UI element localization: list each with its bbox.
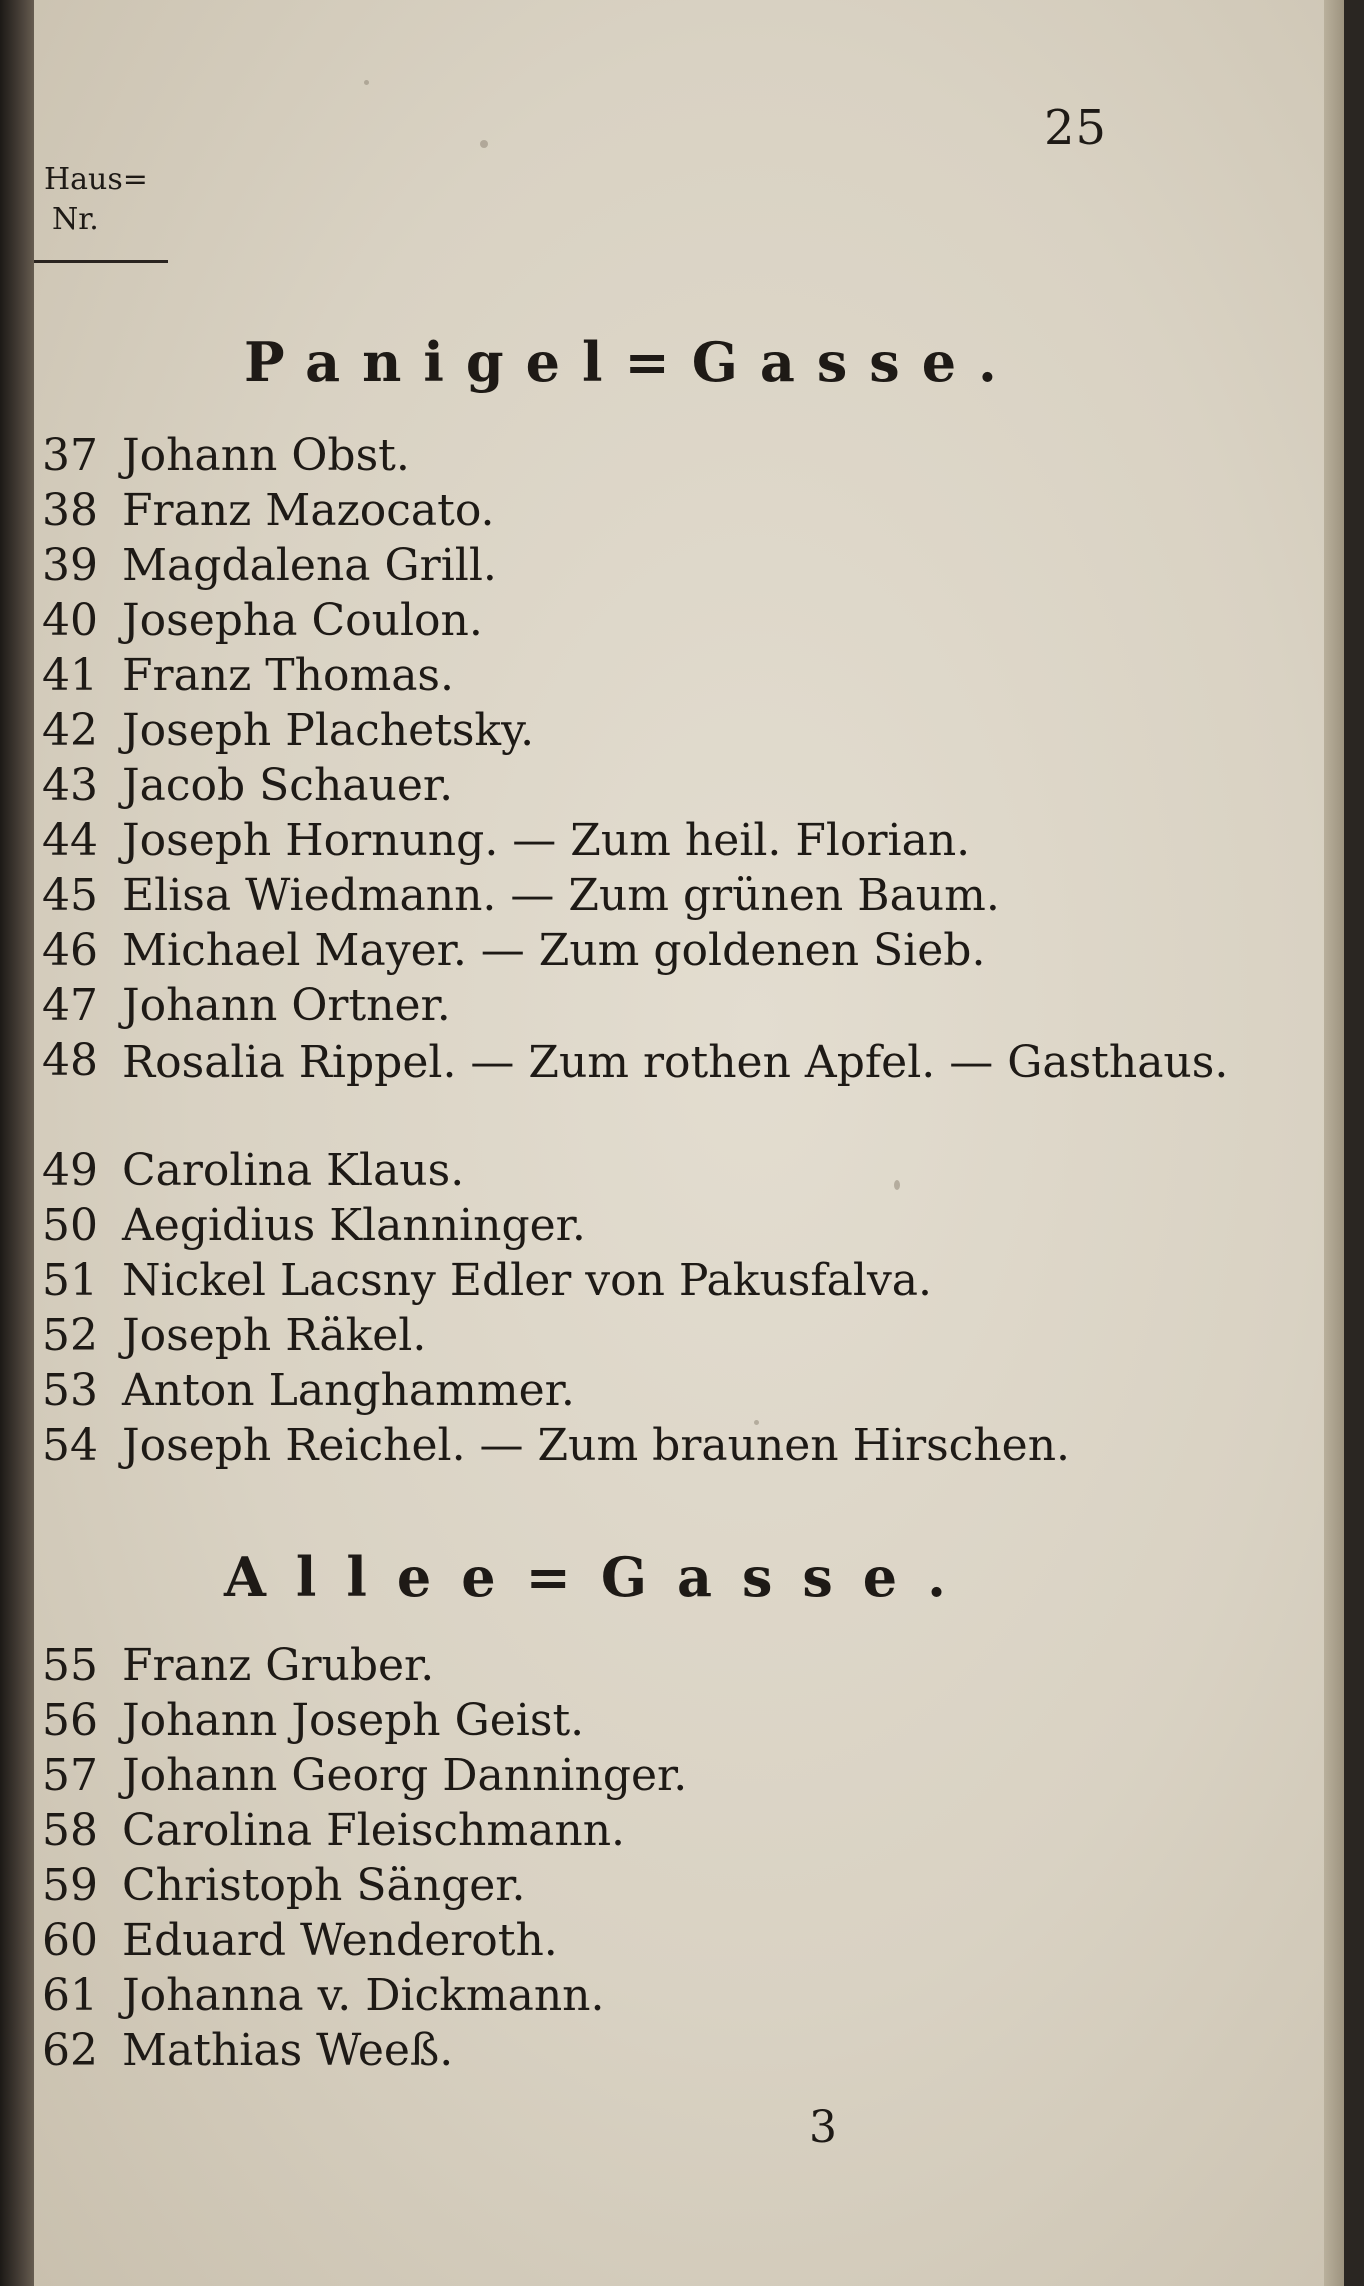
book-spine (0, 0, 36, 2286)
resident-name: Aegidius Klanninger. (122, 1200, 586, 1251)
house-number: 54 (42, 1420, 98, 1471)
house-number: 49 (42, 1145, 98, 1196)
resident-name: Mathias Weeß. (122, 2025, 454, 2076)
column-header-line2: Nr. (52, 202, 99, 237)
list-item (34, 485, 1294, 540)
resident-name: Josepha Coulon. (122, 595, 483, 646)
resident-name: Carolina Klaus. (122, 1145, 465, 1196)
list-item (34, 980, 1294, 1035)
list-item (34, 430, 1294, 485)
list-item (34, 870, 1294, 925)
house-number: 42 (42, 705, 98, 756)
list-item (34, 540, 1294, 595)
list-item (34, 2025, 1294, 2080)
house-number: 58 (42, 1805, 98, 1856)
entry-list-panigel-gasse (34, 430, 1294, 1475)
list-item (34, 1310, 1294, 1365)
house-number: 57 (42, 1750, 98, 1801)
list-item (34, 1145, 1294, 1200)
house-number: 51 (42, 1255, 98, 1306)
house-number: 61 (42, 1970, 98, 2021)
house-number: 48 (42, 1035, 98, 1086)
list-item (34, 1695, 1294, 1750)
resident-name: Johann Joseph Geist. (122, 1695, 585, 1746)
column-header (44, 160, 148, 240)
house-number: 62 (42, 2025, 98, 2076)
list-item (34, 1420, 1294, 1475)
list-item (34, 1915, 1294, 1970)
resident-name: Johann Ortner. (122, 980, 451, 1031)
paper-speck (364, 80, 369, 85)
resident-name: Joseph Räkel. (122, 1310, 427, 1361)
house-number: 37 (42, 430, 98, 481)
house-number: 43 (42, 760, 98, 811)
house-number: 60 (42, 1915, 98, 1966)
list-item (34, 925, 1294, 980)
column-header-line1: Haus= (44, 162, 148, 197)
list-item (34, 1255, 1294, 1310)
resident-name: Christoph Sänger. (122, 1860, 526, 1911)
house-number: 40 (42, 595, 98, 646)
entry-list-allee-gasse (34, 1640, 1294, 2080)
house-number: 47 (42, 980, 98, 1031)
resident-name: Johann Georg Danninger. (122, 1750, 688, 1801)
resident-name: Joseph Plachetsky. (122, 705, 535, 756)
house-number: 52 (42, 1310, 98, 1361)
resident-name: Johanna v. Dickmann. (122, 1970, 605, 2021)
list-item (34, 815, 1294, 870)
list-item (34, 650, 1294, 705)
resident-name: Joseph Hornung. — Zum heil. Florian. (122, 815, 971, 866)
list-item (34, 1970, 1294, 2025)
resident-name: Michael Mayer. — Zum goldenen Sieb. (122, 925, 986, 976)
resident-name: Johann Obst. (122, 430, 410, 481)
list-item (34, 705, 1294, 760)
resident-name: Franz Thomas. (122, 650, 454, 701)
resident-name: Magdalena Grill. (122, 540, 497, 591)
list-item (34, 1805, 1294, 1860)
resident-name: Joseph Reichel. — Zum braunen Hirschen. (122, 1420, 1071, 1471)
signature-mark: 3 (809, 2102, 837, 2153)
book-page (34, 0, 1344, 2286)
resident-name: Anton Langhammer. (122, 1365, 575, 1416)
resident-name: Elisa Wiedmann. — Zum grünen Baum. (122, 870, 1000, 921)
resident-name: Jacob Schauer. (122, 760, 454, 811)
resident-name: Carolina Fleischmann. (122, 1805, 626, 1856)
section-title-allee-gasse: Allee=Gasse. (224, 1545, 976, 1609)
house-number: 46 (42, 925, 98, 976)
list-item (34, 1365, 1294, 1420)
house-number: 55 (42, 1640, 98, 1691)
resident-name: Franz Gruber. (122, 1640, 435, 1691)
house-number: 44 (42, 815, 98, 866)
house-number: 45 (42, 870, 98, 921)
house-number: 59 (42, 1860, 98, 1911)
list-item (34, 1860, 1294, 1915)
list-item (34, 1750, 1294, 1805)
resident-name: Nickel Lacsny Edler von Pakusfalva. (122, 1255, 933, 1306)
resident-name: Eduard Wenderoth. (122, 1915, 558, 1966)
list-item (34, 1200, 1294, 1255)
house-number: 39 (42, 540, 98, 591)
house-number: 38 (42, 485, 98, 536)
page-number: 25 (1044, 100, 1108, 156)
house-number: 41 (42, 650, 98, 701)
list-item (34, 595, 1294, 650)
section-title-panigel-gasse: Panigel=Gasse. (244, 330, 1019, 394)
house-number: 50 (42, 1200, 98, 1251)
list-item (34, 1035, 1294, 1145)
resident-name: Franz Mazocato. (122, 485, 495, 536)
resident-name: Rosalia Rippel. — Zum rothen Apfel. — Gasthaus. (122, 1037, 1229, 1088)
page-edge (1324, 0, 1344, 2286)
house-number: 56 (42, 1695, 98, 1746)
list-item (34, 1640, 1294, 1695)
paper-speck (480, 140, 488, 148)
house-number: 53 (42, 1365, 98, 1416)
column-header-rule (34, 260, 168, 263)
list-item (34, 760, 1294, 815)
